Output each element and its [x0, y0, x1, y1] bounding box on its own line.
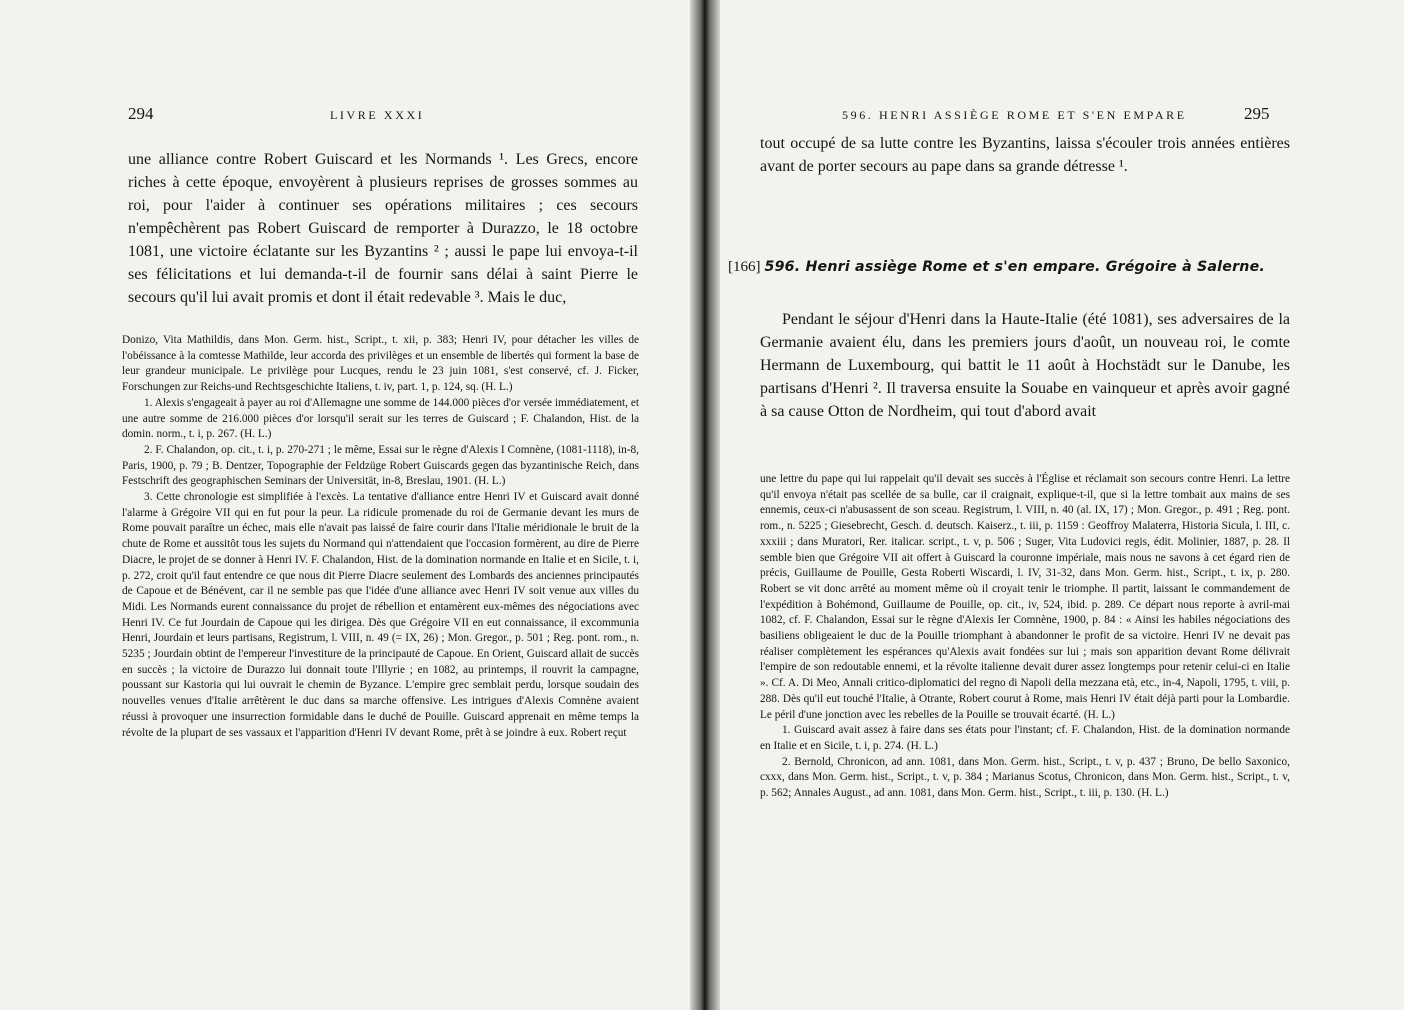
- left-footnote-3: 3. Cette chronologie est simplifiée à l'excès. La tentative d'alliance entre Henri IV et Guiscard avait donné l'alarme à Grégoire VII qui en fut pour la peur. La ridicule promenade du roi de Germanie devant les murs de Rome pouvait paraître un échec, mais elle n'avait pas laissé de faire courir dans l'Italie méridionale le bruit de la chute de Rome et aussitôt tous les sujets du Normand qui n'attendaient que l'occasion formèrent, au dire de Pierre Diacre, le projet de se donner à Henri IV. F. Chalandon, Hist. de la domination normande en Italie et en Sicile, t. i, p. 272, croit qu'il faut entendre ce que nous dit Pierre Diacre seulement des Lombards des anciennes principautés de Capoue et de Bénévent, car il ne semble pas que l'idée d'une alliance avec Henri IV soit venue aux villes du Midi. Les Normands eurent connaissance du projet de rébellion et entamèrent eux-mêmes des négociations avec Henri IV. Ce fut Jourdain de Capoue qui les dirigea. Dès que Grégoire VII en eut connaissance, il excommunia Henri, Jourdain et leurs partisans, Registrum, l. VIII, n. 49 (= IX, 26) ; Mon. Gregor., p. 501 ; Reg. pont. rom., n. 5235 ; Jourdain obtint de l'empereur l'investiture de la principauté de Capoue. En Orient, Guiscard allait de succès en succès ; la victoire de Durazzo lui donnait toute l'Illyrie ; en 1082, au printemps, il rouvrit la campagne, poussant sur Kastoria qui lui ouvrait le chemin de Byzance. L'empire grec semblait perdu, lorsque soudain des nouvelles venues d'Italie arrêtèrent le duc dans sa marche offensive. Les intrigues d'Alexis Comnène avaient réussi à provoquer une insurrection formidable dans le duché de Pouille. Guiscard apprenait en même temps la révolte de la plupart de ses vassaux et l'apparition d'Henri IV devant Rome, prêt à se joindre à eux. Robert reçut: [122, 491, 639, 739]
- section-heading: [728, 258, 1288, 276]
- right-body-text: [760, 308, 1290, 423]
- right-footnotes: [760, 472, 1290, 802]
- left-footnote-continuation: Donizo, Vita Mathildis, dans Mon. Germ. hist., Script., t. xii, p. 383; Henri IV, pour détacher les villes de l'obéissance à la comtesse Mathilde, leur accorda des privilèges et un ensemble de libertés qui forment la base de leur grandeur municipale. Le privilège pour Lucques, rendu le 23 juin 1081, s'est conservé, cf. J. Ficker, Forschungen zur Reichs-und Rechtsgeschichte Italiens, t. iv, part. 1, p. 124, sq. (H. L.): [122, 334, 639, 394]
- right-top-text: [760, 132, 1290, 178]
- left-body-text: [128, 148, 638, 309]
- right-footnote-2: 2. Bernold, Chronicon, ad ann. 1081, dans Mon. Germ. hist., Script., t. v, p. 437 ; Bruno, De bello Saxonico, cxxx, dans Mon. Germ. hist., Script., t. v, p. 384 ; Marianus Scotus, Chronicon, dans Mon. Germ. hist., Script., t. v, p. 562; Annales August., ad ann. 1081, dans Mon. Germ. hist., Script., t. iii, p. 130. (H. L.): [760, 755, 1290, 800]
- right-page: [708, 0, 1404, 1010]
- left-footnote-1: 1. Alexis s'engageait à payer au roi d'Allemagne une somme de 144.000 pièces d'or versée immédiatement, et une autre somme de 216.000 pièces d'or lorsqu'il serait sur les terres de Guiscard ; F. Chalandon, Hist. de la domin. norm., t. i, p. 267. (H. L.): [122, 396, 639, 441]
- left-footnotes: [122, 333, 639, 741]
- left-footnote-2: 2. F. Chalandon, op. cit., t. i, p. 270-271 ; le même, Essai sur le règne d'Alexis I Comnène, (1081-1118), in-8, Paris, 1900, p. 79 ; B. Dentzer, Topographie der Feldzüge Robert Guiscards gegen das byzantinische Reich, dans Festschrift des geographischen Seminars der Universität, in-8, Breslau, 1901. (H. L.): [122, 443, 639, 488]
- right-body-paragraph: Pendant le séjour d'Henri dans la Haute-Italie (été 1081), ses adversaires de la Germanie avaient élu, dans les premiers jours d'août, un nouveau roi, le comte Hermann de Luxembourg, qui battit le 11 août à Hochstädt sur le Danube, les partisans d'Henri ². Il traversa ensuite la Souabe en vainqueur et après avoir gagné à sa cause Otton de Nordheim, qui tout d'abord avait: [760, 311, 1290, 420]
- left-page-number: 294: [128, 104, 154, 123]
- section-title: 596. Henri assiège Rome et s'en empare. Grégoire à Salerne.: [764, 259, 1265, 275]
- right-footnote-1: 1. Guiscard avait assez à faire dans ses états pour l'instant; cf. F. Chalandon, Hist. de la domination normande en Italie et en Sicile, t. i, p. 274. (H. L.): [760, 724, 1290, 752]
- left-running-head: LIVRE XXXI: [330, 108, 425, 122]
- section-marker: [166]: [728, 259, 761, 275]
- right-top-paragraph: tout occupé de sa lutte contre les Byzantins, laissa s'écouler trois années entières avant de porter secours au pape dans sa grande détresse ¹.: [760, 135, 1290, 175]
- book-gutter: [690, 0, 720, 1010]
- right-page-number: 295: [1244, 104, 1270, 123]
- left-body-paragraph: une alliance contre Robert Guiscard et les Normands ¹. Les Grecs, encore riches à cette époque, envoyèrent à plusieurs reprises de grosses sommes au roi, pour l'aider à continuer ses opérations militaires ; ces secours n'empêchèrent pas Robert Guiscard de remporter à Durazzo, le 18 octobre 1081, une victoire éclatante sur les Byzantins ² ; aussi le pape lui envoya-t-il ses félicitations et lui demanda-t-il de fournir sans délai à saint Pierre le secours qu'il lui avait promis et dont il était redevable ³. Mais le duc,: [128, 151, 638, 306]
- right-running-head: 596. HENRI ASSIÈGE ROME ET S'EN EMPARE: [842, 108, 1187, 122]
- right-footnote-continuation: une lettre du pape qui lui rappelait qu'il devait ses succès à l'Église et réclamait son secours contre Henri. La lettre qu'il envoya n'était pas scellée de sa bulle, car il craignait, explique-t-il, que si la lettre tombait aux mains de ses ennemis, ceux-ci n'abusassent de son sceau. Registrum, l. VIII, n. 40 (al. IX, 17) ; Mon. Gregor., p. 491 ; Reg. pont. rom., n. 5225 ; Giesebrecht, Gesch. d. deutsch. Kaiserz., t. iii, p. 1159 : Geoffroy Malaterra, Historia Sicula, l. III, c. xxxiii ; dans Muratori, Rer. italicar. script., t. v, p. 506 ; Suger, Vita Ludovici regis, édit. Molinier, 1887, p. 28. Il semble bien que Grégoire VII ait offert à Guiscard la couronne impériale, mais nous ne savons à cet égard rien de précis, Guillaume de Pouille, Gesta Roberti Wiscardi, l. IV, 31-32, dans Mon. Germ. hist., Script., t. ix, p. 280. Robert se vit donc arrêté au moment même où il croyait tenir le triomphe. Il partit, laissant le commandement de l'expédition à Bohémond, Guillaume de Pouille, op. cit., iv, 524, ibid. p. 289. Ce départ nous reporte à avril-mai 1082, cf. F. Chalandon, Essai sur le règne d'Alexis Ier Comnène, 1900, p. 84 : « Ainsi les habiles négociations des basiliens obligeaient le duc de la Pouille triomphant à abandonner le profit de sa victoire. Henri IV ne devait pas réaliser complètement les espérances qu'Alexis avait fondées sur lui ; mais son apparition devant Rome délivrait l'empire de son redoutable ennemi, et la révolte italienne devait durer assez longtemps pour retenir celui-ci en Italie ». Cf. A. Di Meo, Annali critico-diplomatici del regno di Napoli della mezzana età, etc., in-4, Napoli, 1795, t. viii, p. 288. Dès qu'il eut touché l'Italie, à Otrante, Robert courut à Rome, mais Henri IV était déjà parti pour la Lombardie. Le péril d'une jonction avec les rebelles de la Pouille se trouvait écarté. (H. L.): [760, 473, 1290, 721]
